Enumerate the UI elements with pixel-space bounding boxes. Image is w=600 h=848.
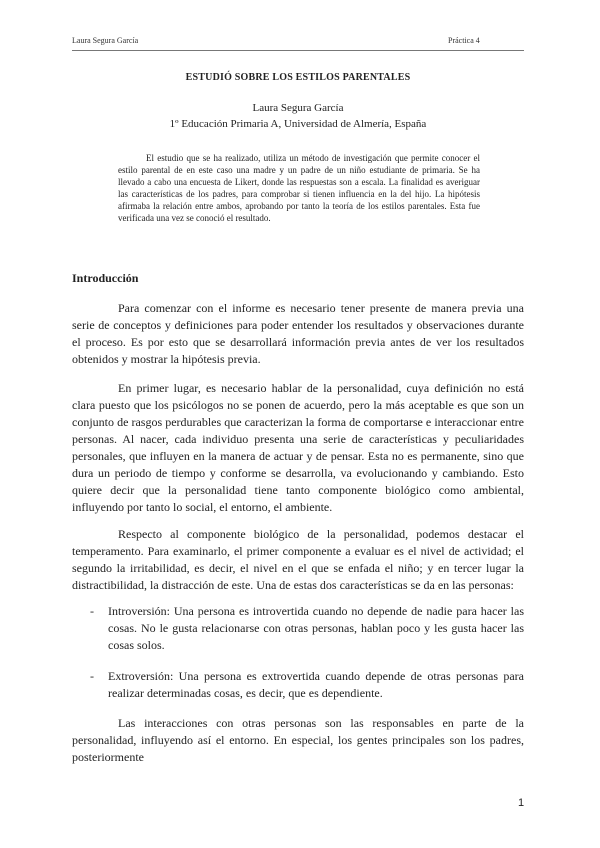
list-item-introversion [72,603,524,654]
list-item-text: Extroversión: Una persona es extrovertida cuando depende de otras personas para realizar determinadas cosas, es decir, que es dependiente. [108,669,524,700]
bullet-dash: - [90,669,94,683]
section-heading-introduccion: Introducción [72,271,139,285]
paragraph-1: Para comenzar con el informe es necesario tener presente de manera previa una serie de conceptos y definiciones para poder entender los resultados y observaciones durante el proceso. Es por esto que se desarrollará información previa antes de ver los resultados obtenidos y mostrar la hipótesis previa. [72,301,524,366]
header-practice: Práctica 4 [448,36,480,45]
bullet-dash: - [90,604,94,618]
abstract: El estudio que se ha realizado, utiliza un método de investigación que permite conocer el estilo parental de en este caso una madre y un padre de un niño estudiante de primaria. Se ha llevado a cabo una encuesta de Likert, donde las respuestas son a escala. La finalidad es averiguar las características de los padres, para comprobar si tienen influencia en la del hijo. La hipótesis afirmaba la relación entre ambos, aprobando por tanto la teoría de los estilos parentales. Esta fue verificada una vez se conoció el resultado. [118,153,480,223]
document-title: ESTUDIÓ SOBRE LOS ESTILOS PARENTALES [185,72,411,83]
header-rule [72,50,524,51]
author-name: Laura Segura García [252,102,344,114]
page-number: 1 [518,797,525,809]
header-author: Laura Segura García [72,36,139,45]
paragraph-2: En primer lugar, es necesario hablar de la personalidad, cuya definición no está clara puesto que los psicólogos no se ponen de acuerdo, pero la más aceptable es que son un conjunto de rasgos perdurables que caracterizan la forma de comportarse e interaccionar entre personas. Al nacer, cada individuo presenta una serie de características y peculiaridades personales, que influyen en la manera de actuar y de pensar. Esta no es permanente, sino que dura un periodo de tiempo y conforme se desarrolla, va evolucionando y cambiando. Esto quiere decir que la personalidad tiene tanto componente biológico como ambiental, influyendo por tanto lo social, el entorno, el ambiente. [72,381,524,514]
list-item-text: Introversión: Una persona es introvertida cuando no depende de nadie para hacer las cosas. No le gusta relacionarse con otras personas, hablan poco y les gusta hacer las cosas solos. [108,604,524,652]
author-affiliation: 1º Educación Primaria A, Universidad de Almería, España [169,118,427,130]
paragraph-3: Respecto al componente biológico de la personalidad, podemos destacar el temperamento. Para examinarlo, el primer componente a evaluar es el nivel de actividad; el segundo la irritabilidad, es decir, el nivel en el que se enfada el niño; y en tercer lugar la distractibilidad, la distracción de este. Una de estas dos características se da en las personas: [72,527,524,592]
paragraph-4: Las interacciones con otras personas son las responsables en parte de la personalidad, influyendo así el entorno. En especial, los gentes principales son los padres, posteriormente [72,716,524,764]
list-item-extroversion [72,668,524,702]
